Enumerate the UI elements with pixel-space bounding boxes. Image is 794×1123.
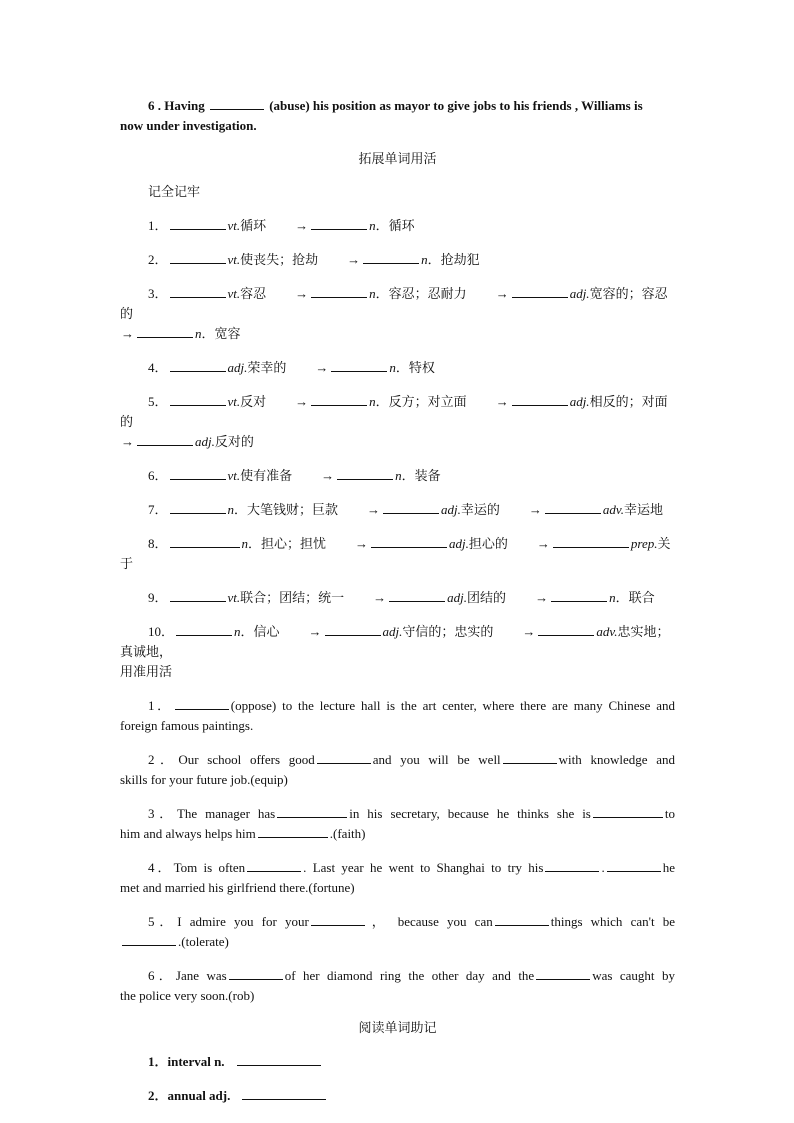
answer-blank[interactable] <box>503 750 557 764</box>
arrow-icon: → <box>522 624 536 639</box>
text: 3．The manager has <box>148 806 276 821</box>
item-number: 10． <box>148 624 175 639</box>
text: of her diamond ring the other day and the <box>284 968 535 983</box>
answer-blank[interactable] <box>363 250 419 264</box>
answer-blank[interactable] <box>247 858 301 872</box>
part-of-speech: n <box>234 624 241 639</box>
usage-item-continued <box>120 824 675 844</box>
part-of-speech: n <box>369 286 376 301</box>
answer-blank[interactable] <box>371 534 447 548</box>
answer-blank[interactable] <box>175 696 229 710</box>
part-of-speech: n <box>421 252 428 267</box>
usage-item <box>120 912 675 932</box>
text: . Last year he went to Shanghai to try his <box>303 860 544 875</box>
text: 5．I admire you for your <box>148 914 309 929</box>
part-of-speech: adj. <box>382 624 403 639</box>
text: ．装备 <box>401 468 441 483</box>
answer-blank[interactable] <box>607 858 661 872</box>
usage-item-continued <box>120 878 675 898</box>
text: ．担心；担忧 <box>248 536 327 551</box>
part-of-speech: vt. <box>227 468 241 483</box>
text: ．循环 <box>375 218 415 233</box>
answer-blank[interactable] <box>553 534 629 548</box>
arrow-icon: → <box>315 360 329 375</box>
vocab-item <box>120 250 675 270</box>
item-6-abuse: 6 . Having (abuse) his position as mayor to give jobs to his friends , Williams is <box>148 98 643 113</box>
text: 反对的 <box>214 434 254 449</box>
part-of-speech: n <box>389 360 396 375</box>
answer-blank[interactable] <box>229 966 283 980</box>
text: 2．Our school offers good <box>148 752 315 767</box>
text: 幸运的 <box>460 502 500 517</box>
usage-item <box>120 858 675 878</box>
answer-blank[interactable] <box>170 466 226 480</box>
part-of-speech: prep. <box>630 536 658 551</box>
answer-blank[interactable] <box>170 392 226 406</box>
text: 关于 <box>120 536 671 571</box>
part-of-speech: vt. <box>227 252 241 267</box>
answer-blank[interactable] <box>593 804 663 818</box>
text: ．抢劫犯 <box>427 252 480 267</box>
text: 容忍 <box>240 286 267 301</box>
arrow-icon: → <box>308 624 322 639</box>
answer-blank[interactable] <box>512 392 568 406</box>
text: the police very soon.(rob) <box>120 988 255 1003</box>
part-of-speech: adv. <box>602 502 624 517</box>
arrow-icon: → <box>355 536 369 551</box>
usage-item-continued <box>120 770 675 790</box>
text: .(faith) <box>329 826 366 841</box>
text: to <box>664 806 675 821</box>
vocab-item <box>120 216 675 236</box>
answer-blank[interactable] <box>258 824 328 838</box>
answer-blank[interactable] <box>383 500 439 514</box>
arrow-icon: → <box>121 326 134 341</box>
answer-blank[interactable] <box>311 392 367 406</box>
arrow-icon: → <box>495 286 509 301</box>
usage-list <box>120 696 675 1006</box>
vocab-item-continued <box>120 432 675 452</box>
subsection-memorize: 记全记牢 <box>148 184 201 199</box>
answer-blank[interactable] <box>545 500 601 514</box>
part-of-speech: adj. <box>569 394 590 409</box>
item-number: 9． <box>148 590 168 605</box>
usage-item <box>120 696 675 716</box>
answer-blank[interactable] <box>311 216 367 230</box>
vocab-list <box>120 216 675 662</box>
text: skills for your future job.(equip) <box>120 772 288 787</box>
text: foreign famous paintings. <box>120 718 254 733</box>
item-number: 5． <box>148 394 168 409</box>
text: 担心的 <box>468 536 508 551</box>
item-number: 4． <box>148 360 168 375</box>
answer-blank[interactable] <box>389 588 445 602</box>
section-title-reading: 阅读单词助记 <box>358 1020 437 1035</box>
text: met and married his girlfriend there.(fortune) <box>120 880 355 895</box>
part-of-speech: vt. <box>227 394 241 409</box>
text: 守信的；忠实的 <box>402 624 494 639</box>
arrow-icon: → <box>373 590 387 605</box>
answer-blank[interactable] <box>170 358 226 372</box>
vocab-item-continued <box>120 324 675 344</box>
reading-list <box>120 1052 675 1106</box>
answer-blank[interactable] <box>170 588 226 602</box>
text: 相反的；对面的 <box>120 394 668 429</box>
text: he <box>662 860 676 875</box>
answer-blank[interactable] <box>170 500 226 514</box>
text: ．联合 <box>615 590 655 605</box>
text: ．反方；对立面 <box>375 394 467 409</box>
vocab-item <box>120 534 675 574</box>
part-of-speech: n <box>241 536 249 551</box>
usage-item <box>120 804 675 824</box>
text: things which can't be <box>550 914 675 929</box>
vocab-item <box>120 466 675 486</box>
arrow-icon: → <box>495 394 509 409</box>
text: (oppose) to the lecture hall is the art center, where there are many Chinese and <box>230 698 675 713</box>
item-number: 6． <box>148 468 168 483</box>
part-of-speech: n <box>227 502 235 517</box>
answer-blank[interactable] <box>137 432 193 446</box>
text: ， because you can <box>366 914 493 929</box>
item-number: 3． <box>148 286 168 301</box>
part-of-speech: n <box>195 326 202 341</box>
text: ．特权 <box>395 360 435 375</box>
part-of-speech: adj. <box>449 536 469 551</box>
answer-blank[interactable] <box>170 250 226 264</box>
reading-word: 1．interval n. <box>148 1054 225 1069</box>
text: ．容忍；忍耐力 <box>375 286 467 301</box>
text: 荣幸的 <box>247 360 287 375</box>
text: was caught by <box>592 968 675 983</box>
vocab-item <box>120 392 675 432</box>
reading-word: 2．annual adj. <box>148 1088 231 1103</box>
arrow-icon: → <box>121 434 134 449</box>
part-of-speech: vt. <box>227 286 241 301</box>
item-6-line2: now under investigation. <box>120 118 257 133</box>
part-of-speech: vt. <box>227 218 241 233</box>
answer-blank[interactable] <box>551 588 607 602</box>
text: 联合；团结；统一 <box>240 590 345 605</box>
answer-blank[interactable] <box>170 216 226 230</box>
part-of-speech: n <box>369 218 376 233</box>
text: . <box>601 860 605 875</box>
usage-item-continued <box>120 716 675 736</box>
answer-blank[interactable] <box>337 466 393 480</box>
part-of-speech: n <box>369 394 376 409</box>
answer-blank[interactable] <box>122 932 176 946</box>
answer-blank[interactable] <box>317 750 371 764</box>
usage-item-continued <box>120 932 675 952</box>
section-title-expand: 拓展单词用活 <box>358 151 437 166</box>
vocab-item <box>120 358 675 378</box>
part-of-speech: adj. <box>447 590 468 605</box>
arrow-icon: → <box>528 502 542 517</box>
vocab-item <box>120 284 675 324</box>
answer-blank[interactable] <box>277 804 347 818</box>
text: 6．Jane was <box>148 968 227 983</box>
text: in his secretary, because he thinks she is <box>349 806 591 821</box>
text: ．大笔钱财；巨款 <box>234 502 339 517</box>
arrow-icon: → <box>535 590 549 605</box>
arrow-icon: → <box>295 218 309 233</box>
arrow-icon: → <box>295 394 309 409</box>
answer-blank[interactable] <box>170 284 226 298</box>
text: and you will be well <box>372 752 501 767</box>
text: 团结的 <box>467 590 507 605</box>
item-number: 1． <box>148 218 168 233</box>
answer-blank[interactable] <box>538 622 594 636</box>
text: ．信心 <box>240 624 280 639</box>
text: 使有准备 <box>240 468 293 483</box>
part-of-speech: n <box>395 468 402 483</box>
text: 宽容的；容忍的 <box>120 286 668 321</box>
answer-blank[interactable] <box>495 912 549 926</box>
arrow-icon: → <box>536 536 550 551</box>
text: 反对 <box>240 394 267 409</box>
arrow-icon: → <box>321 468 335 483</box>
text: 幸运地 <box>623 502 663 517</box>
arrow-icon: → <box>347 252 361 267</box>
answer-blank[interactable] <box>545 858 599 872</box>
worksheet-page <box>120 96 675 1106</box>
text: 4．Tom is often <box>148 860 246 875</box>
part-of-speech: adv. <box>596 624 618 639</box>
arrow-icon: → <box>295 286 309 301</box>
subsection-usage: 用准用活 <box>120 664 173 679</box>
text: 忠实地；真诚地， <box>120 624 670 659</box>
answer-blank[interactable] <box>237 1052 321 1066</box>
answer-blank[interactable] <box>242 1086 326 1100</box>
answer-blank[interactable] <box>210 96 264 110</box>
answer-blank[interactable] <box>137 324 193 338</box>
text: .(tolerate) <box>178 934 229 949</box>
part-of-speech: vt. <box>227 590 241 605</box>
arrow-icon: → <box>367 502 381 517</box>
reading-item <box>120 1052 675 1072</box>
text: 1． <box>148 698 173 713</box>
part-of-speech: adj. <box>195 434 215 449</box>
vocab-item <box>120 500 675 520</box>
item-number: 2． <box>148 252 168 267</box>
answer-blank[interactable] <box>311 912 365 926</box>
usage-item <box>120 966 675 986</box>
part-of-speech: adj. <box>441 502 461 517</box>
part-of-speech: n <box>609 590 616 605</box>
answer-blank[interactable] <box>512 284 568 298</box>
answer-blank[interactable] <box>311 284 367 298</box>
answer-blank[interactable] <box>536 966 590 980</box>
item-number: 8． <box>148 536 168 551</box>
answer-blank[interactable] <box>325 622 381 636</box>
text: 使丧失；抢劫 <box>240 252 319 267</box>
text: him and always helps him <box>120 826 256 841</box>
vocab-item <box>120 622 675 662</box>
text: ．宽容 <box>201 326 241 341</box>
answer-blank[interactable] <box>176 622 232 636</box>
usage-item-continued <box>120 986 675 1006</box>
part-of-speech: adj. <box>227 360 248 375</box>
answer-blank[interactable] <box>170 534 240 548</box>
part-of-speech: adj. <box>569 286 590 301</box>
vocab-item <box>120 588 675 608</box>
text: with knowledge and <box>558 752 675 767</box>
reading-item <box>120 1086 675 1106</box>
item-number: 7． <box>148 502 168 517</box>
answer-blank[interactable] <box>331 358 387 372</box>
usage-item <box>120 750 675 770</box>
text: 循环 <box>240 218 267 233</box>
